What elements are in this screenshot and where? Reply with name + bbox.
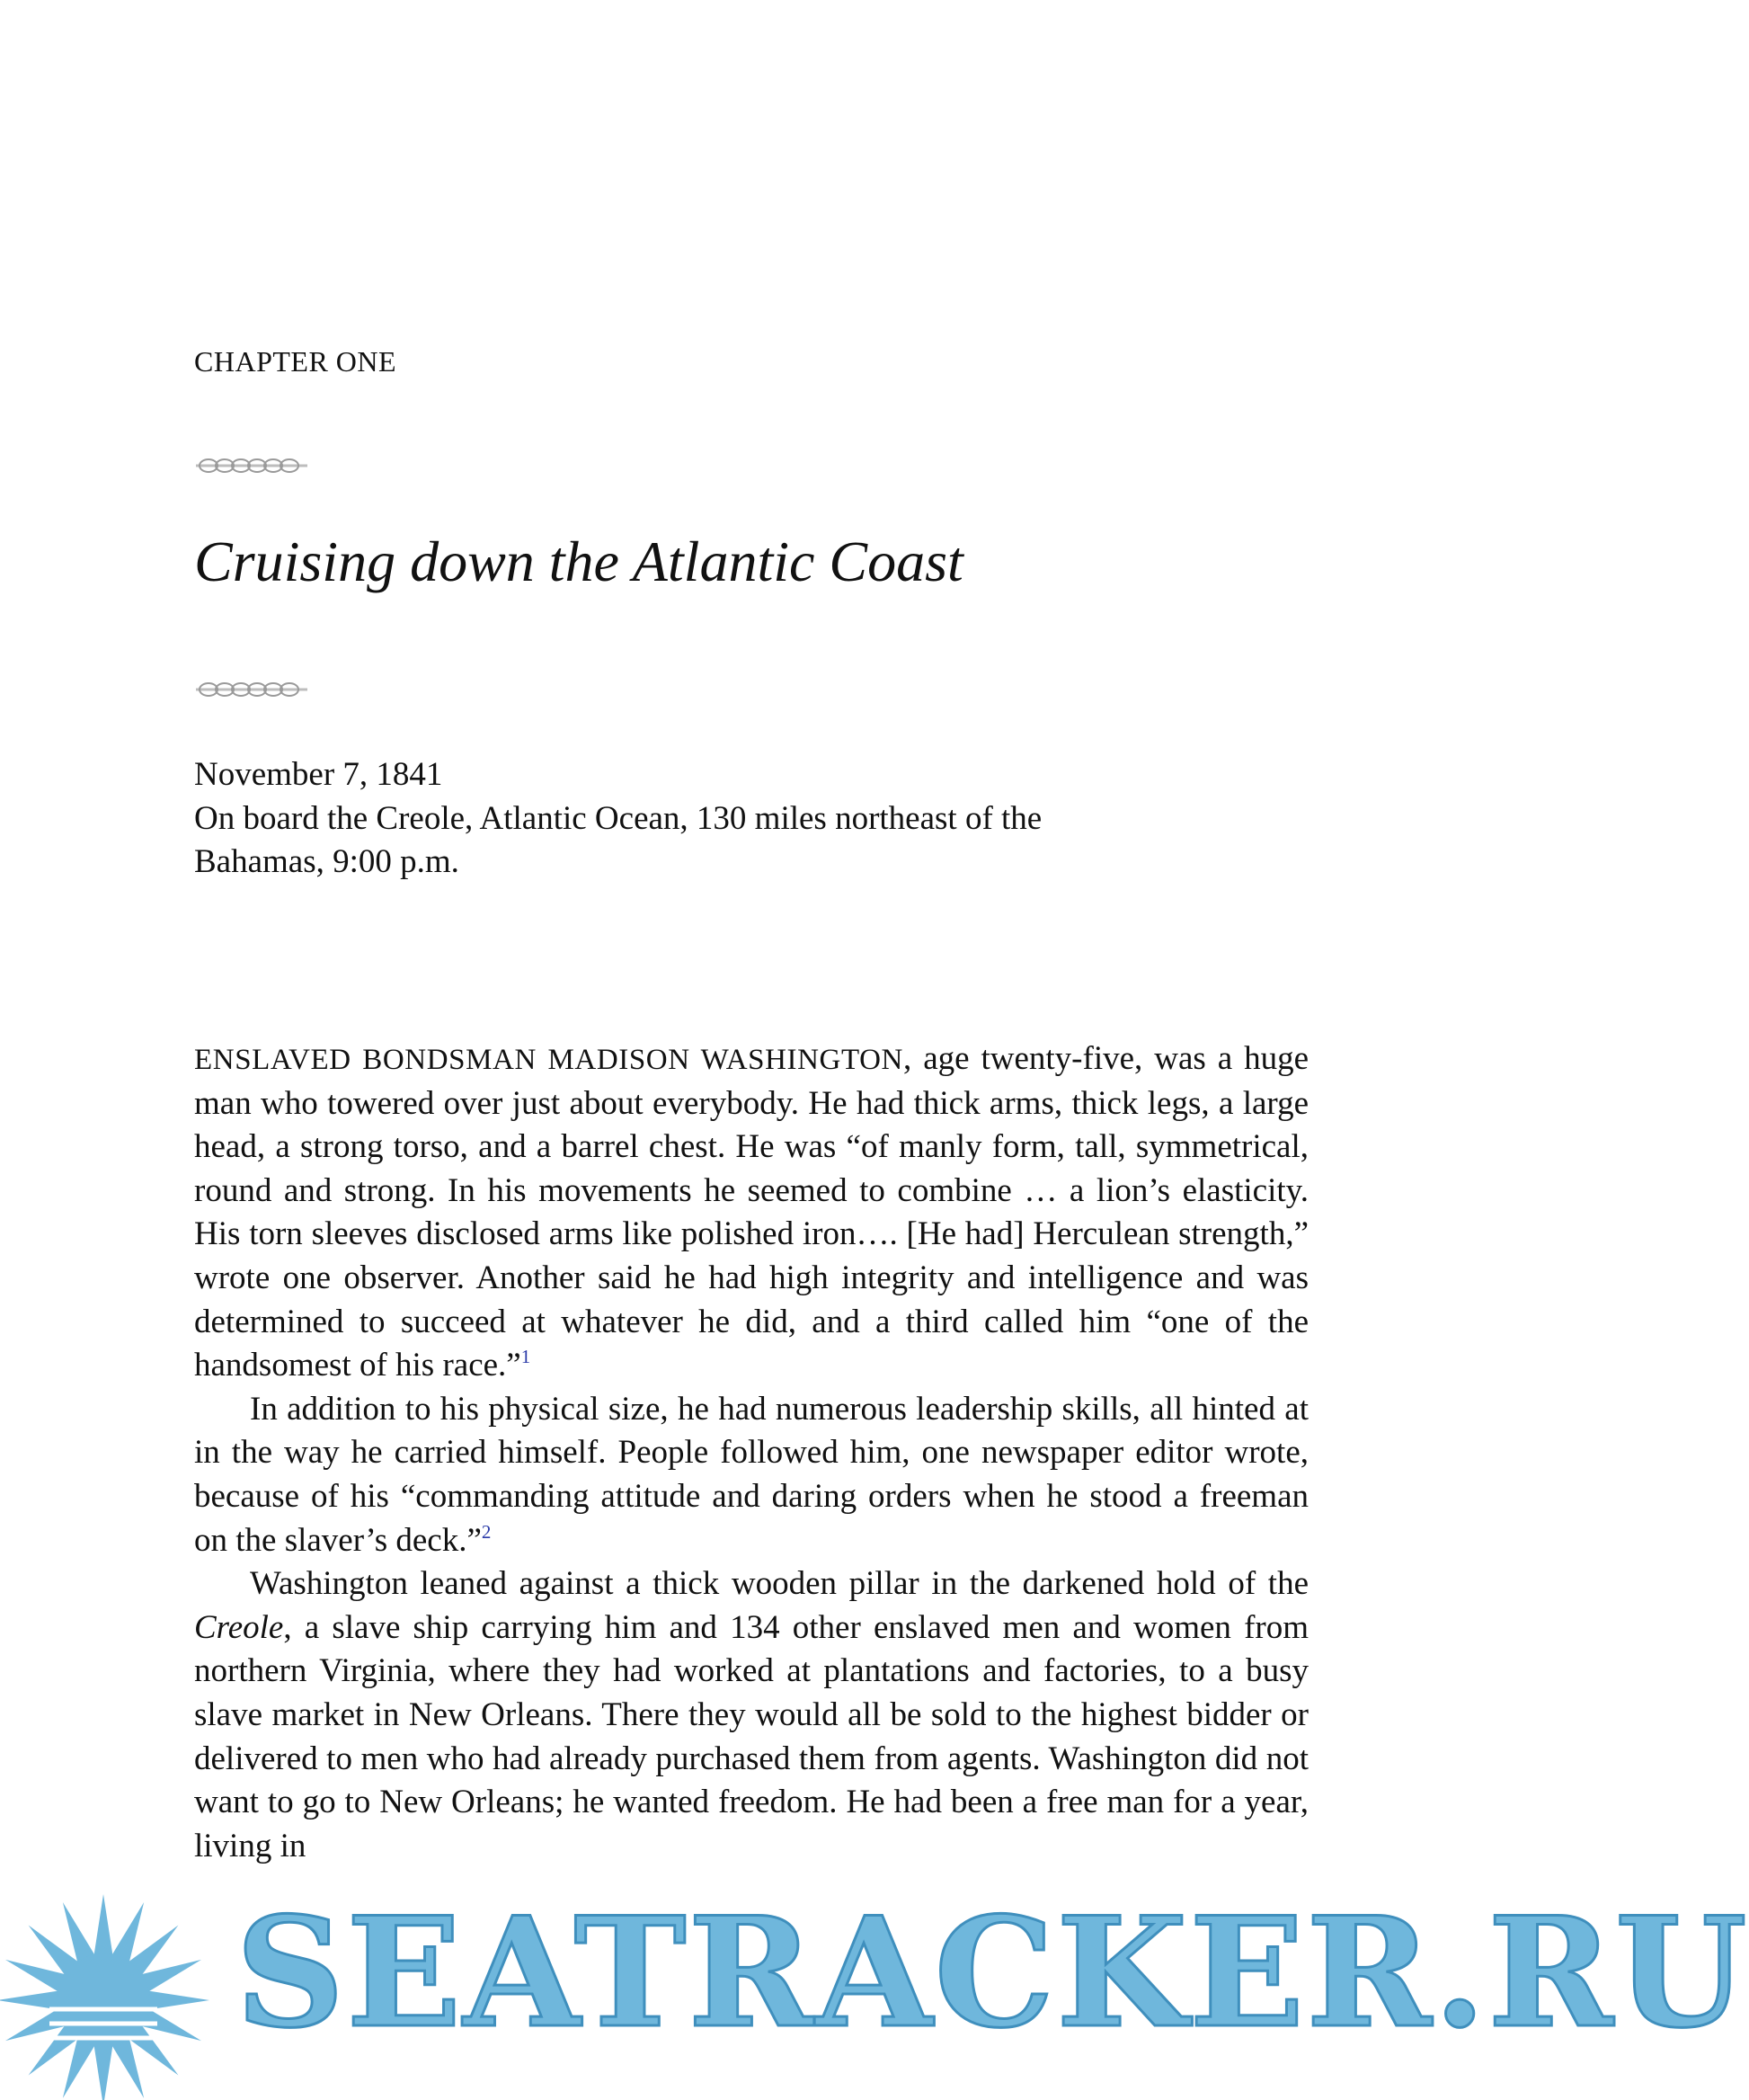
paragraph-2-text: In addition to his physical size, he had numerous leadership skills, all hinted at in the way he carried himself. People followed him, one newspaper editor wrote, because of his “commanding attitude and daring orders when he stood a freeman on the slaver’s deck.”	[194, 1390, 1309, 1559]
paragraph-3-text-start: Washington leaned against a thick wooden pillar in the darkened hold of the	[250, 1565, 1309, 1603]
dateline-location-line-1: On board the Creole, Atlantic Ocean, 130 miles northeast of the	[194, 799, 1043, 837]
paragraph-lead-in: ENSLAVED BONDSMAN MADISON WASHINGTON	[194, 1044, 903, 1076]
chapter-label: CHAPTER ONE	[194, 345, 397, 378]
footnote-ref-2[interactable]: 2	[481, 1520, 492, 1543]
chapter-body	[194, 1037, 1309, 1868]
paragraph-3-text-end: , a slave ship carrying him and 134 other enslaved men and women from northern Virginia, where they had worked at plantations and factories, to a busy slave market in New Orleans. There they would all be sold to the highest bidder or delivered to men who had already purchased them from agents. Washington did not want to go to New Orleans; he wanted freedom. He had been a free man for a year, living in	[194, 1608, 1309, 1864]
footnote-ref-1[interactable]: 1	[520, 1346, 531, 1368]
watermark-text: SEATRACKER.RU	[235, 1883, 1749, 2061]
paragraph-2	[194, 1388, 1309, 1562]
dateline	[194, 753, 1309, 885]
chain-ornament-icon	[194, 678, 309, 701]
dateline-location-line-2: Bahamas, 9:00 p.m.	[194, 843, 459, 880]
ship-name: Creole	[194, 1608, 284, 1646]
chain-ornament-icon	[194, 454, 309, 477]
sun-burst-icon	[0, 1894, 209, 2100]
chapter-title: Cruising down the Atlantic Coast	[194, 529, 963, 593]
paragraph-3	[194, 1562, 1309, 1868]
paragraph-1-text: , age twenty-five, was a huge man who towered over just about everybody. He had thick arms, thick legs, a large head, a strong torso, and a barrel chest. He was “of manly form, tall, symmetrical, round and strong. In his movements he seemed to combine … a lion’s elasticity. His torn sleeves disclosed arms like polished iron…. [He had] Herculean strength,” wrote one observer. Another said he had high integrity and intelligence and was determined to succeed at whatever he did, and a third called him “one of the handsomest of his race.”	[194, 1040, 1309, 1384]
dateline-date: November 7, 1841	[194, 756, 443, 793]
paragraph-1	[194, 1037, 1309, 1388]
